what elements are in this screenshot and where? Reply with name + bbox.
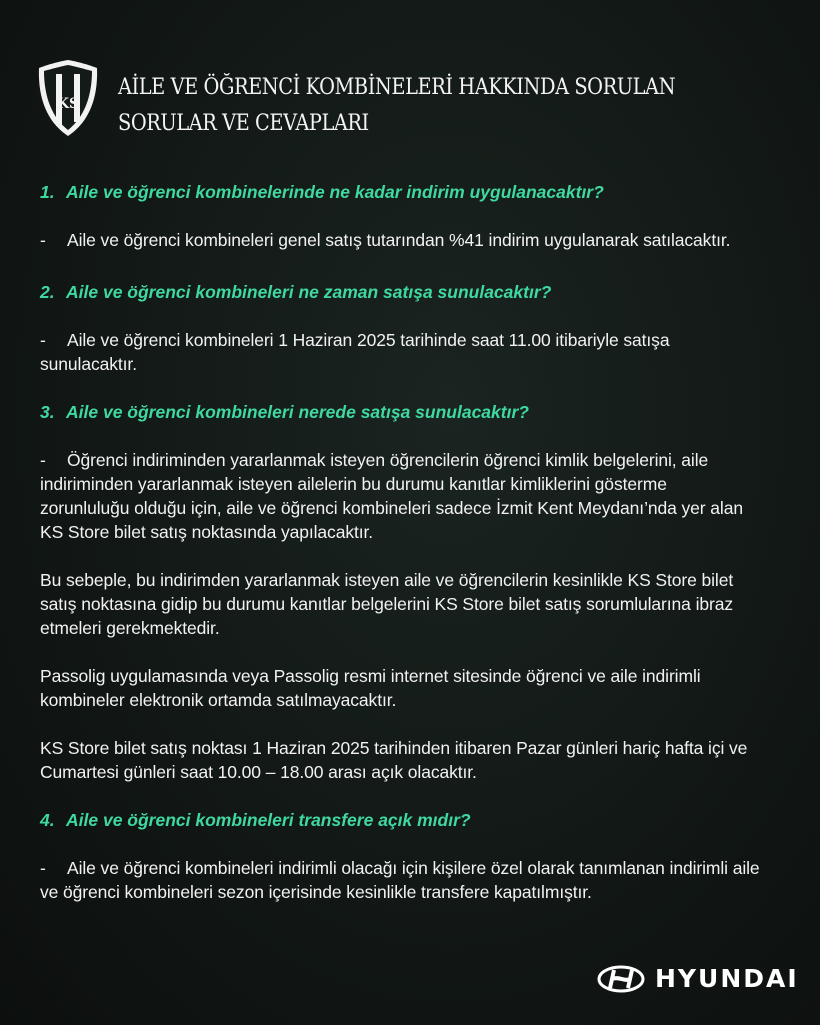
question-text: Aile ve öğrenci kombinelerinde ne kadar indirim uygulanacaktır?	[66, 182, 604, 202]
svg-text:KS: KS	[56, 96, 80, 112]
faq-question	[40, 180, 820, 204]
question-text: Aile ve öğrenci kombineleri ne zaman satışa sunulacaktır?	[66, 282, 552, 302]
answer-paragraph	[40, 328, 820, 376]
answer-line	[40, 472, 820, 496]
answer-line	[40, 664, 820, 688]
answer-text: Passolig uygulamasında veya Passolig resmi internet sitesinde öğrenci ve aile indirimli	[40, 666, 701, 686]
answer-line	[40, 496, 820, 520]
answer-text: Aile ve öğrenci kombineleri genel satış tutarından %41 indirim uygulanarak satılacaktır.	[67, 230, 731, 250]
answer-paragraph	[40, 448, 820, 544]
question-number: 2.	[40, 282, 55, 302]
faq-item	[40, 808, 820, 904]
answer-text: KS Store bilet satış noktası 1 Haziran 2025 tarihinden itibaren Pazar günleri hariç hafta içi ve	[40, 738, 748, 758]
answer-text: Aile ve öğrenci kombineleri indirimli olacağı için kişilere özel olarak tanımlanan indirimli aile	[67, 858, 760, 878]
question-number: 4.	[40, 810, 55, 830]
faq-question	[40, 808, 820, 832]
faq-question	[40, 400, 820, 424]
dash-bullet: -	[40, 330, 46, 350]
club-crest-logo	[36, 58, 100, 138]
answer-line	[40, 228, 820, 252]
title-line-1: AİLE VE ÖĞRENCİ KOMBİNELERİ HAKKINDA SORULAN	[118, 75, 676, 100]
answer-text: zorunluluğu olduğu için, aile ve öğrenci kombineleri sadece İzmit Kent Meydanı’nda yer alan	[40, 498, 743, 518]
answer-text: sunulacaktır.	[40, 354, 137, 374]
sponsor-logo	[597, 964, 799, 993]
faq-question	[40, 280, 820, 304]
answer-line	[40, 688, 820, 712]
answer-text: indiriminden yararlanmak isteyen ailelerin bu durumu kanıtlar kimliklerini gösterme	[40, 474, 667, 494]
answer-line	[40, 568, 820, 592]
answer-text: Cumartesi günleri saat 10.00 – 18.00 arası açık olacaktır.	[40, 762, 477, 782]
answer-line	[40, 520, 820, 544]
dash-bullet: -	[40, 450, 46, 470]
answer-text: ve öğrenci kombineleri sezon içerisinde kesinlikle transfere kapatılmıştır.	[40, 882, 592, 902]
answer-paragraph	[40, 856, 820, 904]
answer-line	[40, 328, 820, 352]
answer-line	[40, 760, 820, 784]
answer-text: etmeleri gerekmektedir.	[40, 618, 220, 638]
faq-item	[40, 280, 820, 376]
answer-text: kombineler elektronik ortamda satılmayacaktır.	[40, 690, 397, 710]
hyundai-emblem-icon	[597, 965, 645, 993]
answer-line	[40, 736, 820, 760]
answer-paragraph	[40, 568, 820, 640]
answer-line	[40, 856, 820, 880]
question-number: 3.	[40, 402, 55, 422]
sponsor-name: HYUNDAI	[655, 964, 799, 993]
answer-paragraph	[40, 228, 820, 252]
answer-line	[40, 448, 820, 472]
answer-paragraph	[40, 736, 820, 784]
question-text: Aile ve öğrenci kombineleri transfere açık mıdır?	[66, 810, 471, 830]
answer-line	[40, 352, 820, 376]
dash-bullet: -	[40, 858, 46, 878]
question-text: Aile ve öğrenci kombineleri nerede satışa sunulacaktır?	[66, 402, 529, 422]
answer-line	[40, 616, 820, 640]
faq-item	[40, 180, 820, 252]
question-number: 1.	[40, 182, 55, 202]
answer-text: KS Store bilet satış noktasında yapılacaktır.	[40, 522, 374, 542]
answer-line	[40, 592, 820, 616]
answer-paragraph	[40, 664, 820, 712]
dash-bullet: -	[40, 230, 46, 250]
answer-line	[40, 880, 820, 904]
answer-text: Bu sebeple, bu indirimden yararlanmak isteyen aile ve öğrencilerin kesinlikle KS Store bilet	[40, 570, 734, 590]
answer-text: Öğrenci indiriminden yararlanmak isteyen öğrencilerin öğrenci kimlik belgelerini, aile	[67, 450, 709, 470]
answer-text: satış noktasına gidip bu durumu kanıtlar belgelerini KS Store bilet satış sorumlularına ibraz	[40, 594, 734, 614]
title-line-2: SORULAR VE CEVAPLARI	[118, 111, 369, 136]
answer-text: Aile ve öğrenci kombineleri 1 Haziran 2025 tarihinde saat 11.00 itibariyle satışa	[67, 330, 670, 350]
faq-item	[40, 400, 820, 784]
page-title	[118, 70, 675, 142]
